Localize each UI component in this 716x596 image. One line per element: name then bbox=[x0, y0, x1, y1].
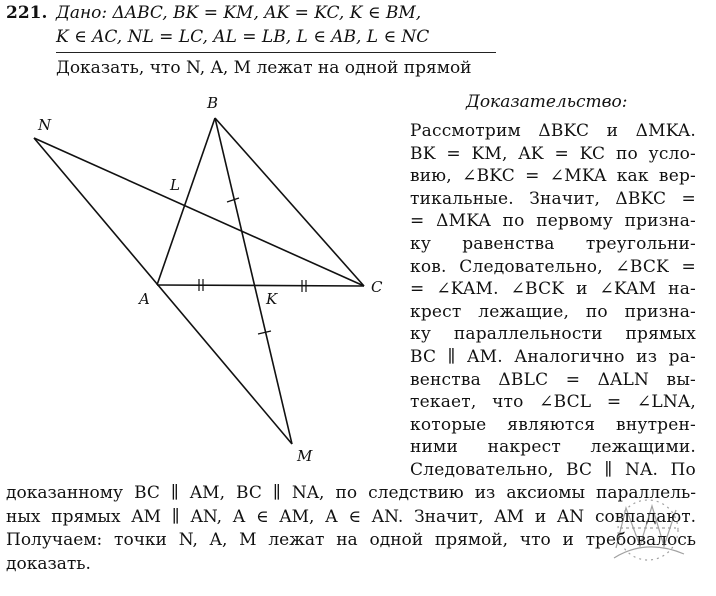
library-stamp-watermark bbox=[606, 488, 690, 574]
proof-line: Следовательно, BC ∥ NA. По bbox=[410, 460, 696, 480]
proof-line: которые являются внутрен- bbox=[410, 414, 696, 435]
proof-line: BK = KM, AK = KC по усло- bbox=[410, 143, 696, 164]
given-line-2: K ∈ AC, NL = LC, AL = LB, L ∈ AB, L ∈ NC bbox=[56, 27, 430, 47]
label-a: A bbox=[139, 290, 150, 308]
tick-bk bbox=[227, 198, 239, 202]
label-l: L bbox=[170, 176, 180, 194]
given-line-1: Дано: ΔABC, BK = KM, AK = KC, K ∈ BM, bbox=[56, 3, 422, 23]
proof-line-full: Получаем: точки N, A, M лежат на одной прямой, что и требовалось bbox=[6, 530, 696, 550]
proof-line: BC ∥ AM. Аналогично из ра- bbox=[410, 347, 696, 367]
label-m: M bbox=[297, 447, 313, 465]
segment-ab bbox=[157, 118, 215, 285]
proof-line: вию, ∠BKC = ∠MKA как вер- bbox=[410, 166, 696, 187]
geometry-figure bbox=[0, 90, 400, 480]
segment-ac bbox=[157, 285, 364, 286]
label-k: K bbox=[266, 290, 278, 308]
proof-title: Доказательство: bbox=[466, 92, 628, 112]
proof-line: ков. Следовательно, ∠BCK = bbox=[410, 256, 696, 277]
segment-bc bbox=[215, 118, 364, 286]
prove-statement: Доказать, что N, A, M лежат на одной прямой bbox=[56, 58, 472, 78]
proof-line: венства ΔBLC = ΔALN вы- bbox=[410, 369, 696, 390]
label-b: B bbox=[207, 94, 219, 112]
tick-km bbox=[258, 331, 271, 334]
proof-line: ними накрест лежащими. bbox=[410, 437, 696, 458]
proof-line-full: доказанному BC ∥ AM, BC ∥ NA, по следствию из аксиомы параллель- bbox=[6, 483, 696, 503]
segment-nm bbox=[34, 138, 292, 444]
proof-line: Рассмотрим ΔBKC и ΔMKA. bbox=[410, 121, 696, 141]
label-c: C bbox=[371, 278, 383, 296]
proof-line: крест лежащие, по призна- bbox=[410, 301, 696, 322]
segment-bm bbox=[215, 118, 292, 444]
problem-number: 221. bbox=[6, 3, 48, 23]
proof-line: = ΔMKA по первому призна- bbox=[410, 211, 696, 232]
proof-line-full: ных прямых AM ∥ AN, A ∈ AM, A ∈ AN. Значит, AM и AN совпадают. bbox=[6, 506, 696, 527]
proof-line: текает, что ∠BCL = ∠LNA, bbox=[410, 392, 696, 413]
label-n: N bbox=[38, 116, 52, 134]
proof-line: ку параллельности прямых bbox=[410, 324, 696, 345]
proof-line: тикальные. Значит, ΔBKC = bbox=[410, 188, 696, 209]
proof-line-full: доказать. bbox=[6, 553, 91, 574]
given-divider bbox=[56, 52, 496, 53]
segment-nc bbox=[34, 138, 364, 286]
proof-line: ку равенства треугольни- bbox=[410, 234, 696, 254]
proof-line: = ∠KAM. ∠BCK и ∠KAM на- bbox=[410, 279, 696, 300]
